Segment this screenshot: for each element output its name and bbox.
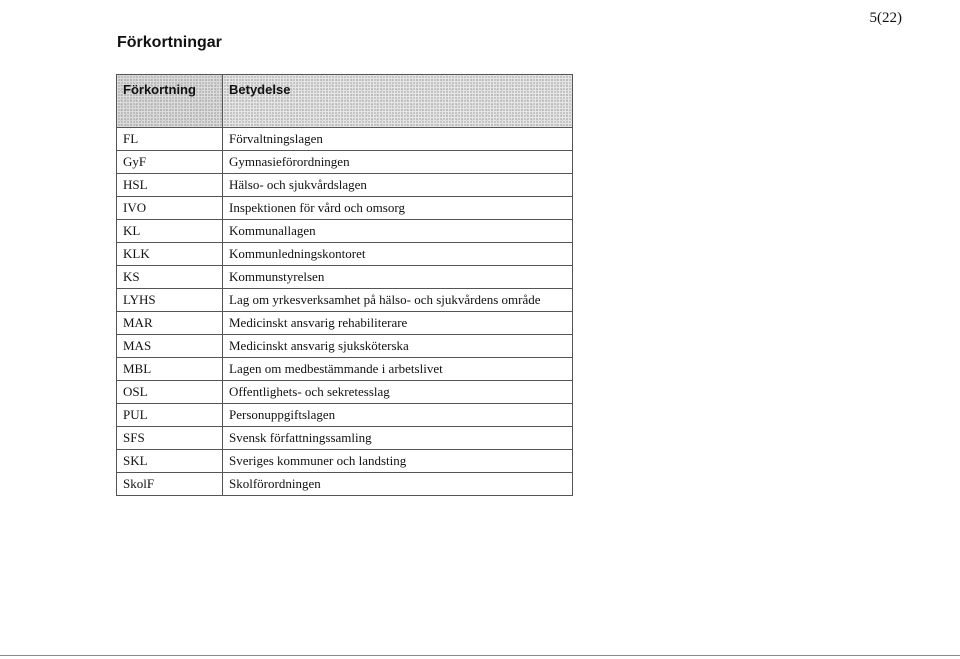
table-row [117, 335, 573, 358]
abbreviation-cell: MAS [117, 335, 223, 358]
table-header [117, 75, 573, 128]
meaning-cell: Kommunallagen [223, 220, 573, 243]
meaning-cell: Lagen om medbestämmande i arbetslivet [223, 358, 573, 381]
meaning-cell: Hälso- och sjukvårdslagen [223, 174, 573, 197]
meaning-cell: Medicinskt ansvarig sjuksköterska [223, 335, 573, 358]
page-number: 5(22) [869, 10, 902, 26]
table-body [117, 128, 573, 496]
header-row [117, 75, 573, 128]
abbreviation-cell: FL [117, 128, 223, 151]
page-bottom-divider [0, 655, 960, 656]
table-row [117, 266, 573, 289]
meaning-cell: Gymnasieförordningen [223, 151, 573, 174]
table-row [117, 289, 573, 312]
meaning-cell: Svensk författningssamling [223, 427, 573, 450]
table-row [117, 427, 573, 450]
meaning-cell: Inspektionen för vård och omsorg [223, 197, 573, 220]
abbreviation-cell: KLK [117, 243, 223, 266]
meaning-cell: Offentlighets- och sekretesslag [223, 381, 573, 404]
abbreviation-cell: SkolF [117, 473, 223, 496]
abbreviation-cell: IVO [117, 197, 223, 220]
abbreviation-cell: LYHS [117, 289, 223, 312]
abbreviations-table [116, 74, 573, 496]
table-row [117, 450, 573, 473]
table-row [117, 151, 573, 174]
abbreviation-cell: MBL [117, 358, 223, 381]
table-row [117, 174, 573, 197]
abbreviation-cell: MAR [117, 312, 223, 335]
table-row [117, 197, 573, 220]
table-row [117, 473, 573, 496]
header-meaning: Betydelse [223, 75, 573, 128]
abbreviation-cell: KL [117, 220, 223, 243]
abbreviation-cell: KS [117, 266, 223, 289]
meaning-cell: Medicinskt ansvarig rehabiliterare [223, 312, 573, 335]
meaning-cell: Kommunledningskontoret [223, 243, 573, 266]
table-row [117, 243, 573, 266]
meaning-cell: Förvaltningslagen [223, 128, 573, 151]
meaning-cell: Personuppgiftslagen [223, 404, 573, 427]
meaning-cell: Lag om yrkesverksamhet på hälso- och sjukvårdens område [223, 289, 573, 312]
table-row [117, 381, 573, 404]
abbreviation-cell: OSL [117, 381, 223, 404]
table-row [117, 404, 573, 427]
header-abbreviation: Förkortning [117, 75, 223, 128]
meaning-cell: Sveriges kommuner och landsting [223, 450, 573, 473]
abbreviation-cell: SFS [117, 427, 223, 450]
meaning-cell: Skolförordningen [223, 473, 573, 496]
abbreviation-cell: PUL [117, 404, 223, 427]
table-row [117, 128, 573, 151]
abbreviation-cell: HSL [117, 174, 223, 197]
table-row [117, 312, 573, 335]
meaning-cell: Kommunstyrelsen [223, 266, 573, 289]
abbreviation-cell: GyF [117, 151, 223, 174]
section-heading: Förkortningar [117, 34, 222, 51]
table-row [117, 358, 573, 381]
table-row [117, 220, 573, 243]
abbreviation-cell: SKL [117, 450, 223, 473]
